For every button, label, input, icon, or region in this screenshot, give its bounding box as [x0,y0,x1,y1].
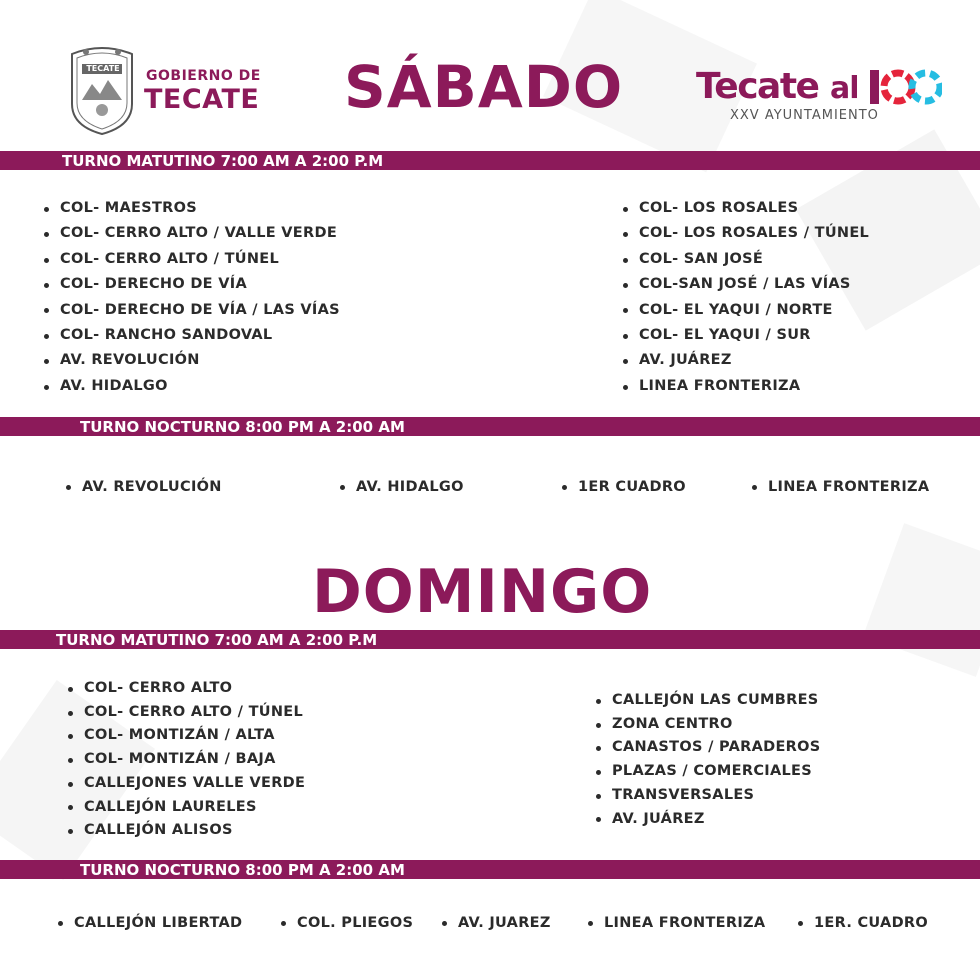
list-item: AV. JUÁREZ [594,808,821,832]
domingo-matutino-left-list [66,677,305,843]
list-item: COL- DERECHO DE VÍA [42,272,340,297]
list-item: ZONA CENTRO [594,713,821,737]
list-item: COL-SAN JOSÉ / LAS VÍAS [621,272,869,297]
tecate-label: TECATE [144,84,260,115]
sabado-matutino-label: TURNO MATUTINO 7:00 AM A 2:00 P.M [62,152,384,170]
list-item: CALLEJÓN LAS CUMBRES [594,689,821,713]
number-100-icon [868,68,942,108]
sabado-nocturno-item: AV. REVOLUCIÓN [64,479,222,495]
domingo-nocturno-item: COL. PLIEGOS [279,915,413,931]
list-item: COL- EL YAQUI / NORTE [621,298,869,323]
brand-tecate: Tecate [696,66,819,107]
domingo-nocturno-item: LINEA FRONTERIZA [586,915,765,931]
domingo-title: DOMINGO [312,557,653,627]
list-item: CALLEJÓN ALISOS [66,819,305,843]
list-item: COL- MONTIZÁN / ALTA [66,724,305,748]
domingo-matutino-right-list [594,689,821,831]
list-item: COL- LOS ROSALES [621,196,869,221]
list-item: COL- SAN JOSÉ [621,247,869,272]
gobierno-logo [66,44,276,136]
list-item: COL- CERRO ALTO / TÚNEL [42,247,340,272]
list-item: COL- DERECHO DE VÍA / LAS VÍAS [42,298,340,323]
list-item: COL- CERRO ALTO [66,677,305,701]
sabado-matutino-right-list [621,196,869,399]
list-item: COL- EL YAQUI / SUR [621,323,869,348]
list-item: COL- LOS ROSALES / TÚNEL [621,221,869,246]
list-item: TRANSVERSALES [594,784,821,808]
list-item: CANASTOS / PARADEROS [594,736,821,760]
gobierno-de-label: GOBIERNO DE [146,68,261,84]
domingo-nocturno-label: TURNO NOCTURNO 8:00 PM A 2:00 AM [80,861,405,879]
domingo-matutino-label: TURNO MATUTINO 7:00 AM A 2:00 P.M [56,631,378,649]
sabado-matutino-left-list [42,196,340,399]
list-item: COL- CERRO ALTO / VALLE VERDE [42,221,340,246]
list-item: AV. HIDALGO [42,374,340,399]
sabado-nocturno-item: LINEA FRONTERIZA [750,479,929,495]
sabado-nocturno-item: 1ER CUADRO [560,479,686,495]
list-item: CALLEJONES VALLE VERDE [66,772,305,796]
sabado-nocturno-item: AV. HIDALGO [338,479,464,495]
brand-al: al [830,71,859,106]
domingo-nocturno-item: 1ER. CUADRO [796,915,928,931]
seal-label: TECATE [86,64,120,73]
sabado-title: SÁBADO [344,53,624,121]
list-item: CALLEJÓN LAURELES [66,796,305,820]
domingo-nocturno-item: AV. JUAREZ [440,915,551,931]
list-item: PLAZAS / COMERCIALES [594,760,821,784]
list-item: LINEA FRONTERIZA [621,374,869,399]
list-item: AV. REVOLUCIÓN [42,348,340,373]
tecate-seal-icon [66,44,138,136]
list-item: COL- MAESTROS [42,196,340,221]
list-item: COL- CERRO ALTO / TÚNEL [66,701,305,725]
list-item: AV. JUÁREZ [621,348,869,373]
list-item: COL- MONTIZÁN / BAJA [66,748,305,772]
list-item: COL- RANCHO SANDOVAL [42,323,340,348]
tecate-al-100-logo [696,66,946,130]
sabado-nocturno-label: TURNO NOCTURNO 8:00 PM A 2:00 AM [80,418,405,436]
domingo-nocturno-item: CALLEJÓN LIBERTAD [56,915,242,931]
ayuntamiento-label: XXV AYUNTAMIENTO [730,108,879,123]
